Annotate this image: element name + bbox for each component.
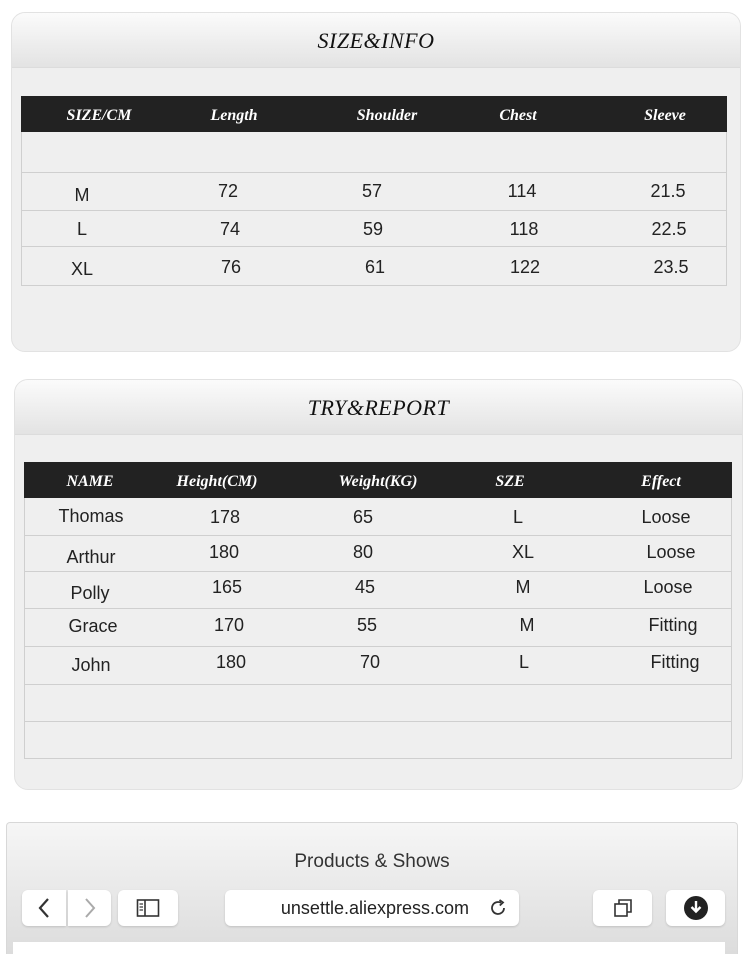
effect-cell: Fitting <box>650 652 700 672</box>
table-row <box>25 646 731 685</box>
length-cell: 72 <box>217 181 239 201</box>
height-cell: 165 <box>211 577 243 597</box>
report-table-header <box>24 462 732 498</box>
chevron-right-icon <box>83 897 97 919</box>
download-icon <box>683 895 709 921</box>
name-col-header: NAME <box>66 473 114 490</box>
name-cell: John <box>71 655 111 675</box>
sleeve-cell: 23.5 <box>653 257 689 277</box>
effect-col-header: Effect <box>641 473 681 490</box>
weight-col-header: Weight(KG) <box>338 473 418 490</box>
size-cell: M <box>74 185 90 205</box>
chest-cell: 118 <box>509 219 539 239</box>
shoulder-col-header: Shoulder <box>356 107 418 124</box>
sleeve-cell: 22.5 <box>651 219 687 239</box>
tabs-button[interactable] <box>593 890 652 926</box>
table-row <box>22 246 726 285</box>
shoulder-cell: 61 <box>364 257 386 277</box>
url-text: unsettle.aliexpress.com <box>280 898 469 918</box>
chevron-left-icon <box>37 897 51 919</box>
table-row-empty <box>25 721 731 759</box>
browser-toolbar <box>6 822 738 954</box>
effect-cell: Loose <box>641 507 691 527</box>
content-edge <box>13 942 725 954</box>
size-info-header <box>12 13 740 68</box>
size-cell: M <box>515 577 531 597</box>
size-cell: L <box>512 507 524 527</box>
table-row <box>25 608 731 647</box>
size-cell: L <box>518 652 530 672</box>
download-button[interactable] <box>666 890 725 926</box>
weight-cell: 70 <box>359 652 381 672</box>
effect-cell: Loose <box>643 577 693 597</box>
chest-col-header: Chest <box>499 107 537 124</box>
name-cell: Polly <box>70 583 110 603</box>
weight-cell: 45 <box>354 577 376 597</box>
sidebar-icon <box>136 898 160 918</box>
try-report-card <box>14 379 743 790</box>
report-table <box>24 462 732 759</box>
try-report-header <box>15 380 742 435</box>
size-cell: L <box>76 219 88 239</box>
size-cell: M <box>519 615 535 635</box>
shoulder-cell: 57 <box>361 181 383 201</box>
table-row <box>25 498 731 535</box>
table-row-empty <box>22 132 726 172</box>
name-cell: Arthur <box>66 547 116 567</box>
name-cell: Grace <box>68 616 118 636</box>
effect-cell: Loose <box>646 542 696 562</box>
size-cell: XL <box>70 259 94 279</box>
table-row <box>25 571 731 609</box>
size-cell: XL <box>511 542 535 562</box>
weight-cell: 55 <box>356 615 378 635</box>
height-cell: 180 <box>208 542 240 562</box>
tabs-icon <box>612 897 634 919</box>
sidebar-button[interactable] <box>118 890 178 926</box>
chest-cell: 114 <box>507 181 537 201</box>
chest-cell: 122 <box>509 257 541 277</box>
length-col-header: Length <box>210 107 258 124</box>
forward-button[interactable] <box>68 890 111 926</box>
page-title: Products & Shows <box>294 851 450 872</box>
table-row <box>22 172 726 211</box>
size-info-card <box>11 12 741 352</box>
height-cell: 178 <box>209 507 241 527</box>
sleeve-col-header: Sleeve <box>644 107 686 124</box>
length-cell: 74 <box>219 219 241 239</box>
height-cell: 170 <box>213 615 245 635</box>
name-cell: Thomas <box>58 506 124 526</box>
reload-icon[interactable] <box>487 897 509 919</box>
size-info-title: SIZE&INFO <box>317 28 435 53</box>
sleeve-cell: 21.5 <box>650 181 686 201</box>
effect-cell: Fitting <box>648 615 698 635</box>
shoulder-cell: 59 <box>362 219 384 239</box>
address-bar[interactable] <box>225 890 519 926</box>
height-cell: 180 <box>215 652 247 672</box>
size-col-header: SIZE/CM <box>66 107 132 124</box>
size-table-header <box>21 96 727 132</box>
size-table <box>21 96 727 286</box>
height-col-header: Height(CM) <box>176 473 258 490</box>
weight-cell: 80 <box>352 542 374 562</box>
weight-cell: 65 <box>352 507 374 527</box>
length-cell: 76 <box>220 257 242 277</box>
size-col-header: SZE <box>495 473 525 490</box>
try-report-title: TRY&REPORT <box>307 395 450 420</box>
table-row <box>22 210 726 247</box>
back-button[interactable] <box>22 890 66 926</box>
table-row-empty <box>25 684 731 722</box>
table-row <box>25 535 731 572</box>
